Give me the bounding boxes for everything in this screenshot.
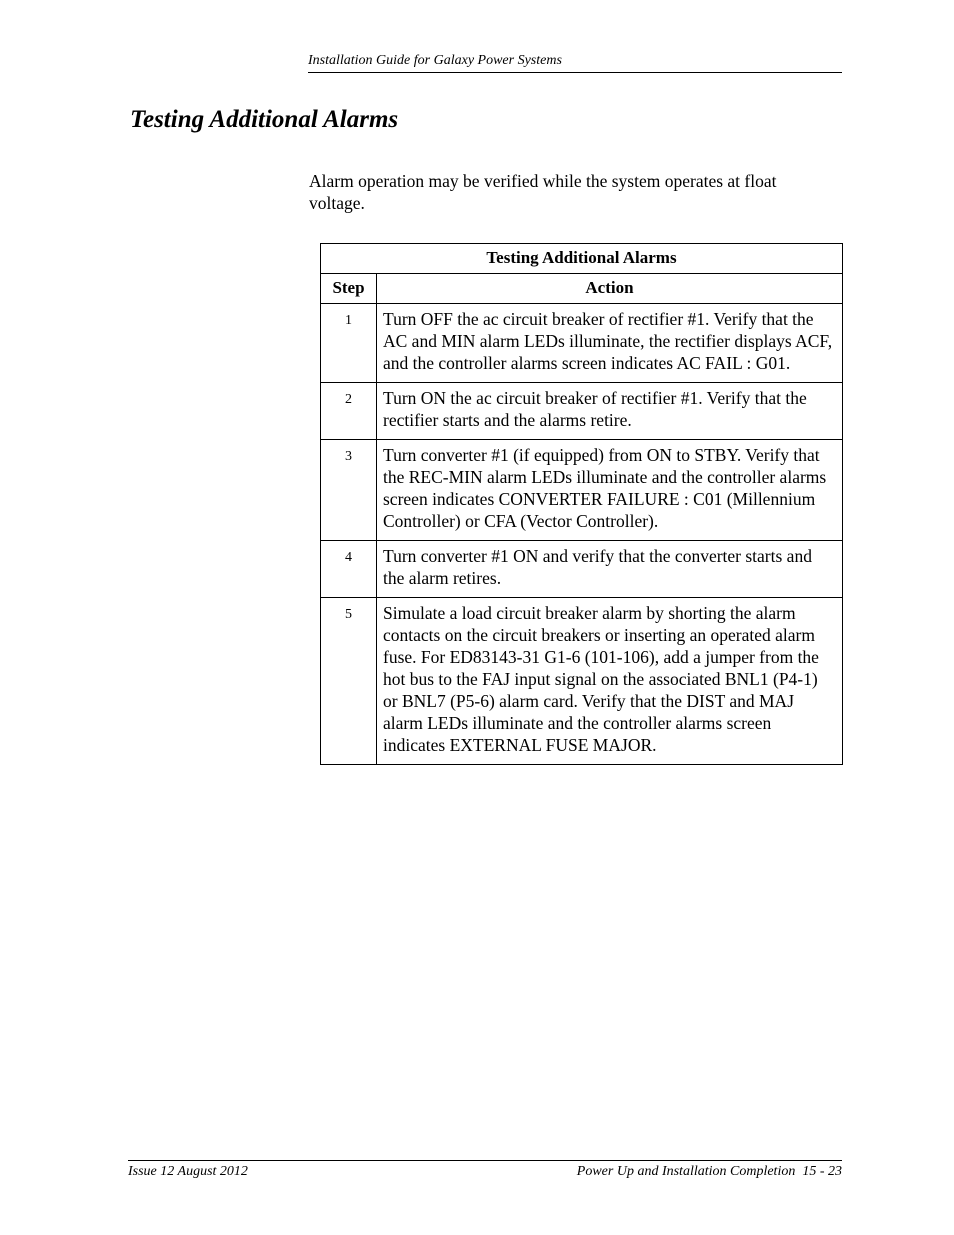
step-number: 4 [321,541,377,598]
table-row [321,598,843,765]
table-row [321,440,843,541]
column-header-action: Action [377,274,843,304]
running-header: Installation Guide for Galaxy Power Systems [308,52,842,73]
step-number: 2 [321,383,377,440]
footer-page-ref: Power Up and Installation Completion 15 - 23 [576,1164,842,1179]
step-action: Simulate a load circuit breaker alarm by shorting the alarm contacts on the circuit breakers or inserting an operated alarm fuse. For ED83143-31 G1-6 (101-106), add a jumper from the hot bus to the FAJ input signal on the associated BNL1 (P4-1) or BNL7 (P5-6) alarm card. Verify that the DIST and MAJ alarm LEDs illuminate and the controller alarms screen indicates EXTERNAL FUSE MAJOR. [377,598,843,765]
table-caption: Testing Additional Alarms [321,244,843,274]
page-footer [128,1160,842,1181]
step-number: 1 [321,304,377,383]
footer-issue: Issue 12 August 2012 [128,1164,248,1179]
table-row [321,541,843,598]
table-row [321,383,843,440]
step-action: Turn OFF the ac circuit breaker of rectifier #1. Verify that the AC and MIN alarm LEDs illuminate, the rectifier displays ACF, and the controller alarms screen indicates AC FAIL : G01. [377,304,843,383]
column-header-step: Step [321,274,377,304]
intro-paragraph: Alarm operation may be verified while the system operates at float voltage. [309,171,777,213]
step-number: 5 [321,598,377,765]
testing-alarms-table [320,243,843,765]
section-title: Testing Additional Alarms [130,106,399,133]
step-action: Turn converter #1 ON and verify that the converter starts and the alarm retires. [377,541,843,598]
table-row [321,304,843,383]
step-action: Turn ON the ac circuit breaker of rectifier #1. Verify that the rectifier starts and the alarms retire. [377,383,843,440]
step-action: Turn converter #1 (if equipped) from ON to STBY. Verify that the REC-MIN alarm LEDs illuminate and the controller alarms screen indicates CONVERTER FAILURE : C01 (Millennium Controller) or CFA (Vector Controller). [377,440,843,541]
step-number: 3 [321,440,377,541]
